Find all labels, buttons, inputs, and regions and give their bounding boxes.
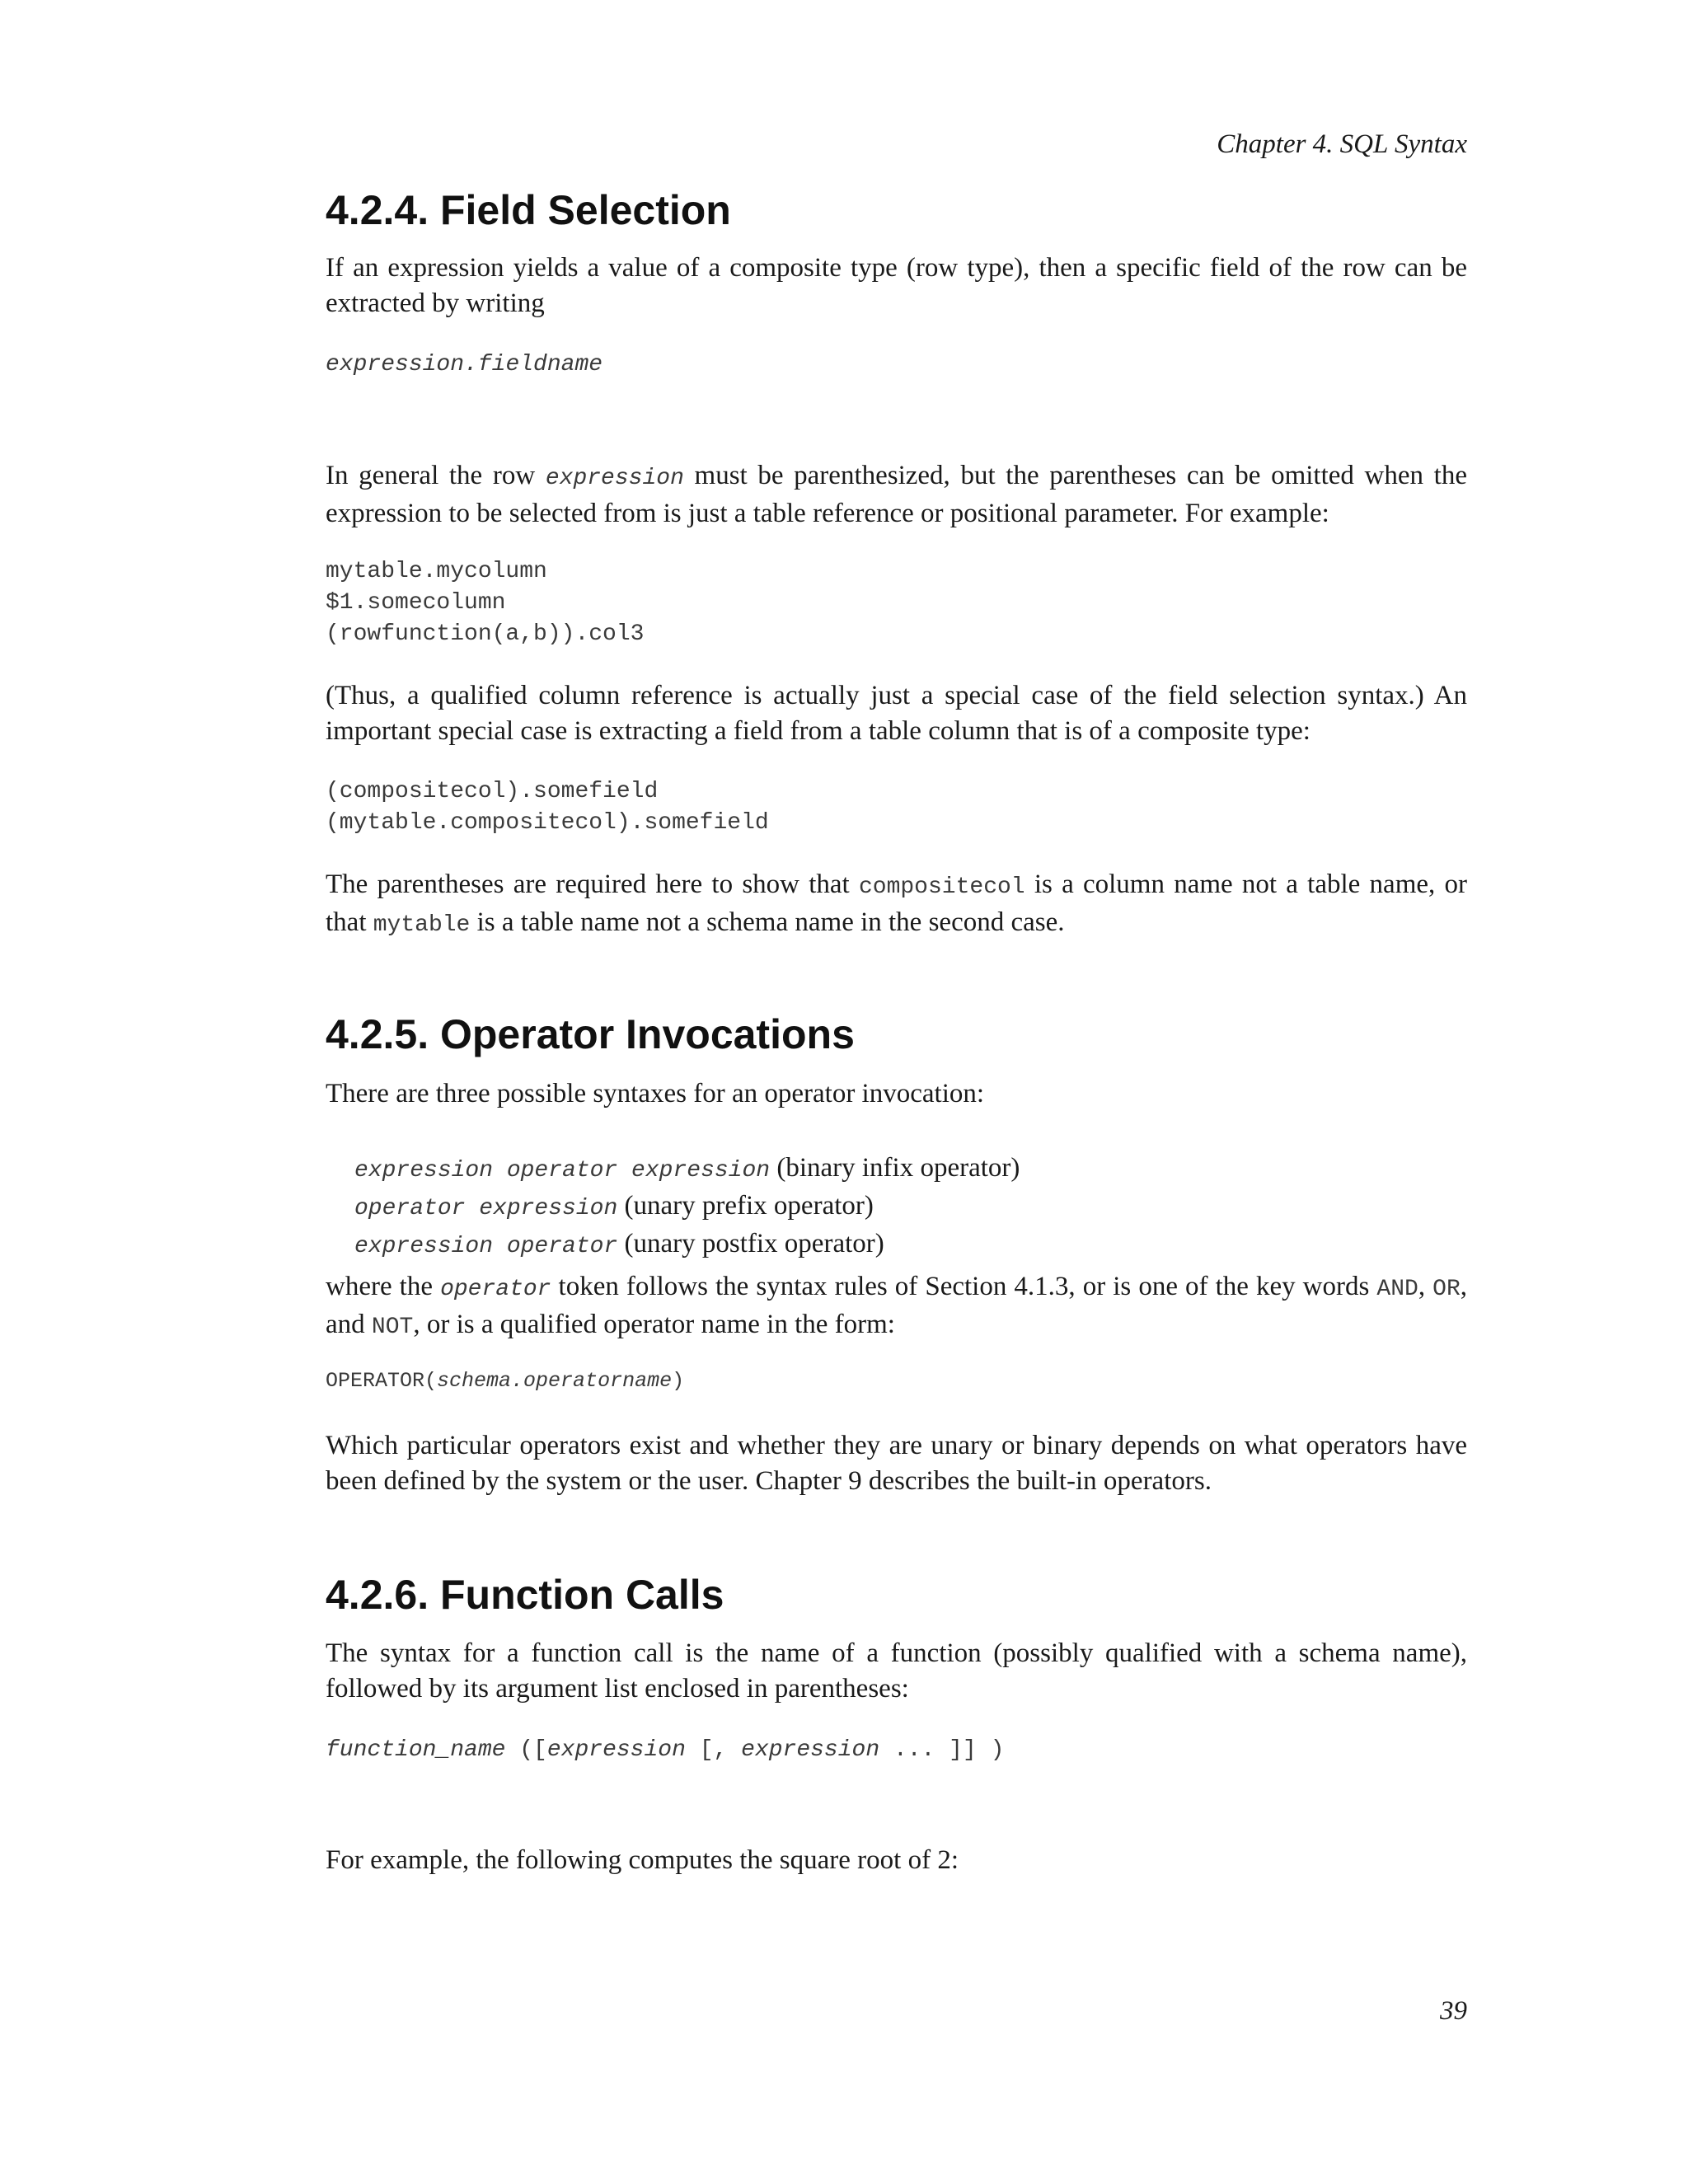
document-page: [326, 0, 1467, 2184]
text-run: where the: [326, 1272, 441, 1301]
code-line: (compositecol).somefield: [326, 779, 659, 804]
code-text: [,: [685, 1737, 742, 1763]
paragraph-square-root-example: For example, the following computes the square root of 2:: [326, 1845, 959, 1875]
operator-syntax-list: [354, 1151, 1020, 1264]
paragraph-composite-intro: If an expression yields a value of a composite type (row type), then a specific field of the row can be extracted by writing: [326, 253, 1467, 318]
text-run: ,: [1418, 1272, 1433, 1301]
code-expression: expression: [546, 1737, 686, 1763]
code-operator-keyword: OPERATOR(: [326, 1369, 438, 1393]
text-run: must be parenthesized, but the parentheses can be omitted when the expression to be selected from is just a table reference or positional parameter. For example:: [326, 461, 1467, 528]
section-heading-operator-invocations: 4.2.5. Operator Invocations: [326, 1011, 855, 1057]
code-block-composite-col: [326, 776, 769, 839]
paragraph-parentheses-required: [326, 867, 1467, 943]
code-text: ... ]] ): [879, 1737, 1005, 1763]
code-block-field-syntax: [326, 349, 603, 381]
code-close-paren: ): [672, 1369, 685, 1393]
running-header: Chapter 4. SQL Syntax: [1217, 129, 1467, 159]
syntax-code: expression operator: [354, 1234, 618, 1259]
syntax-code: operator expression: [354, 1196, 618, 1221]
text-run: In general the row: [326, 461, 546, 490]
text-run: is a table name not a schema name in the second case.: [470, 907, 1065, 937]
syntax-unary-prefix: [354, 1188, 1020, 1226]
code-expression: expression: [741, 1737, 880, 1763]
text-run: , and: [326, 1272, 1467, 1339]
section-heading-field-selection: 4.2.4. Field Selection: [326, 187, 731, 233]
code-function-name: function_name: [326, 1737, 506, 1763]
inline-code-operator: operator: [440, 1277, 551, 1302]
syntax-description: (binary infix operator): [770, 1153, 1020, 1183]
paragraph-qualified-reference: (Thus, a qualified column reference is actually just a special case of the field selection syntax.) An important special case is extracting a field from a table column that is of a composite type:: [326, 681, 1467, 746]
syntax-code: expression operator expression: [354, 1158, 771, 1183]
code-fieldname: fieldname: [477, 352, 603, 377]
text-run: token follows the syntax rules of Section 4.1.3, or is one of the key words: [551, 1272, 1377, 1301]
inline-code-mytable: mytable: [373, 912, 471, 938]
inline-keyword-and: AND: [1376, 1277, 1418, 1302]
code-dot: .: [464, 352, 478, 377]
code-line: (rowfunction(a,b)).col3: [326, 621, 645, 647]
paragraph-operator-syntaxes: There are three possible syntaxes for an operator invocation:: [326, 1079, 985, 1108]
code-line: (mytable.compositecol).somefield: [326, 810, 769, 836]
code-operator-name: schema.operatorname: [437, 1369, 673, 1393]
code-block-examples: [326, 556, 644, 650]
code-block-function-call: [326, 1735, 1004, 1766]
inline-keyword-not: NOT: [371, 1315, 414, 1340]
syntax-description: (unary postfix operator): [617, 1229, 884, 1258]
inline-code-expression: expression: [545, 466, 684, 491]
text-run: The parentheses are required here to show that: [326, 869, 859, 899]
inline-keyword-or: OR: [1432, 1277, 1461, 1302]
paragraph-parenthesized: [326, 458, 1467, 532]
syntax-description: (unary prefix operator): [617, 1191, 874, 1221]
text-run: , or is a qualified operator name in the form:: [413, 1310, 895, 1339]
text-run: is a column name not a table name, or that: [326, 869, 1467, 937]
code-block-operator-form: [326, 1366, 684, 1397]
inline-code-compositecol: compositecol: [858, 874, 1025, 900]
syntax-unary-postfix: [354, 1226, 1020, 1264]
paragraph-which-operators: Which particular operators exist and whether they are unary or binary depends on what operators have been defined by the system or the user. Chapter 9 describes the built-in operators.: [326, 1431, 1467, 1496]
syntax-binary-infix: [354, 1151, 1020, 1188]
page-number: 39: [1440, 1996, 1467, 2026]
code-expression: expression: [326, 352, 465, 377]
paragraph-function-syntax: The syntax for a function call is the name of a function (possibly qualified with a schema name), followed by its argument list enclosed in parentheses:: [326, 1638, 1467, 1704]
paragraph-operator-token: [326, 1269, 1467, 1345]
code-text: ([: [505, 1737, 547, 1763]
section-heading-function-calls: 4.2.6. Function Calls: [326, 1572, 724, 1618]
code-line: mytable.mycolumn: [326, 559, 547, 584]
code-line: $1.somecolumn: [326, 590, 506, 616]
